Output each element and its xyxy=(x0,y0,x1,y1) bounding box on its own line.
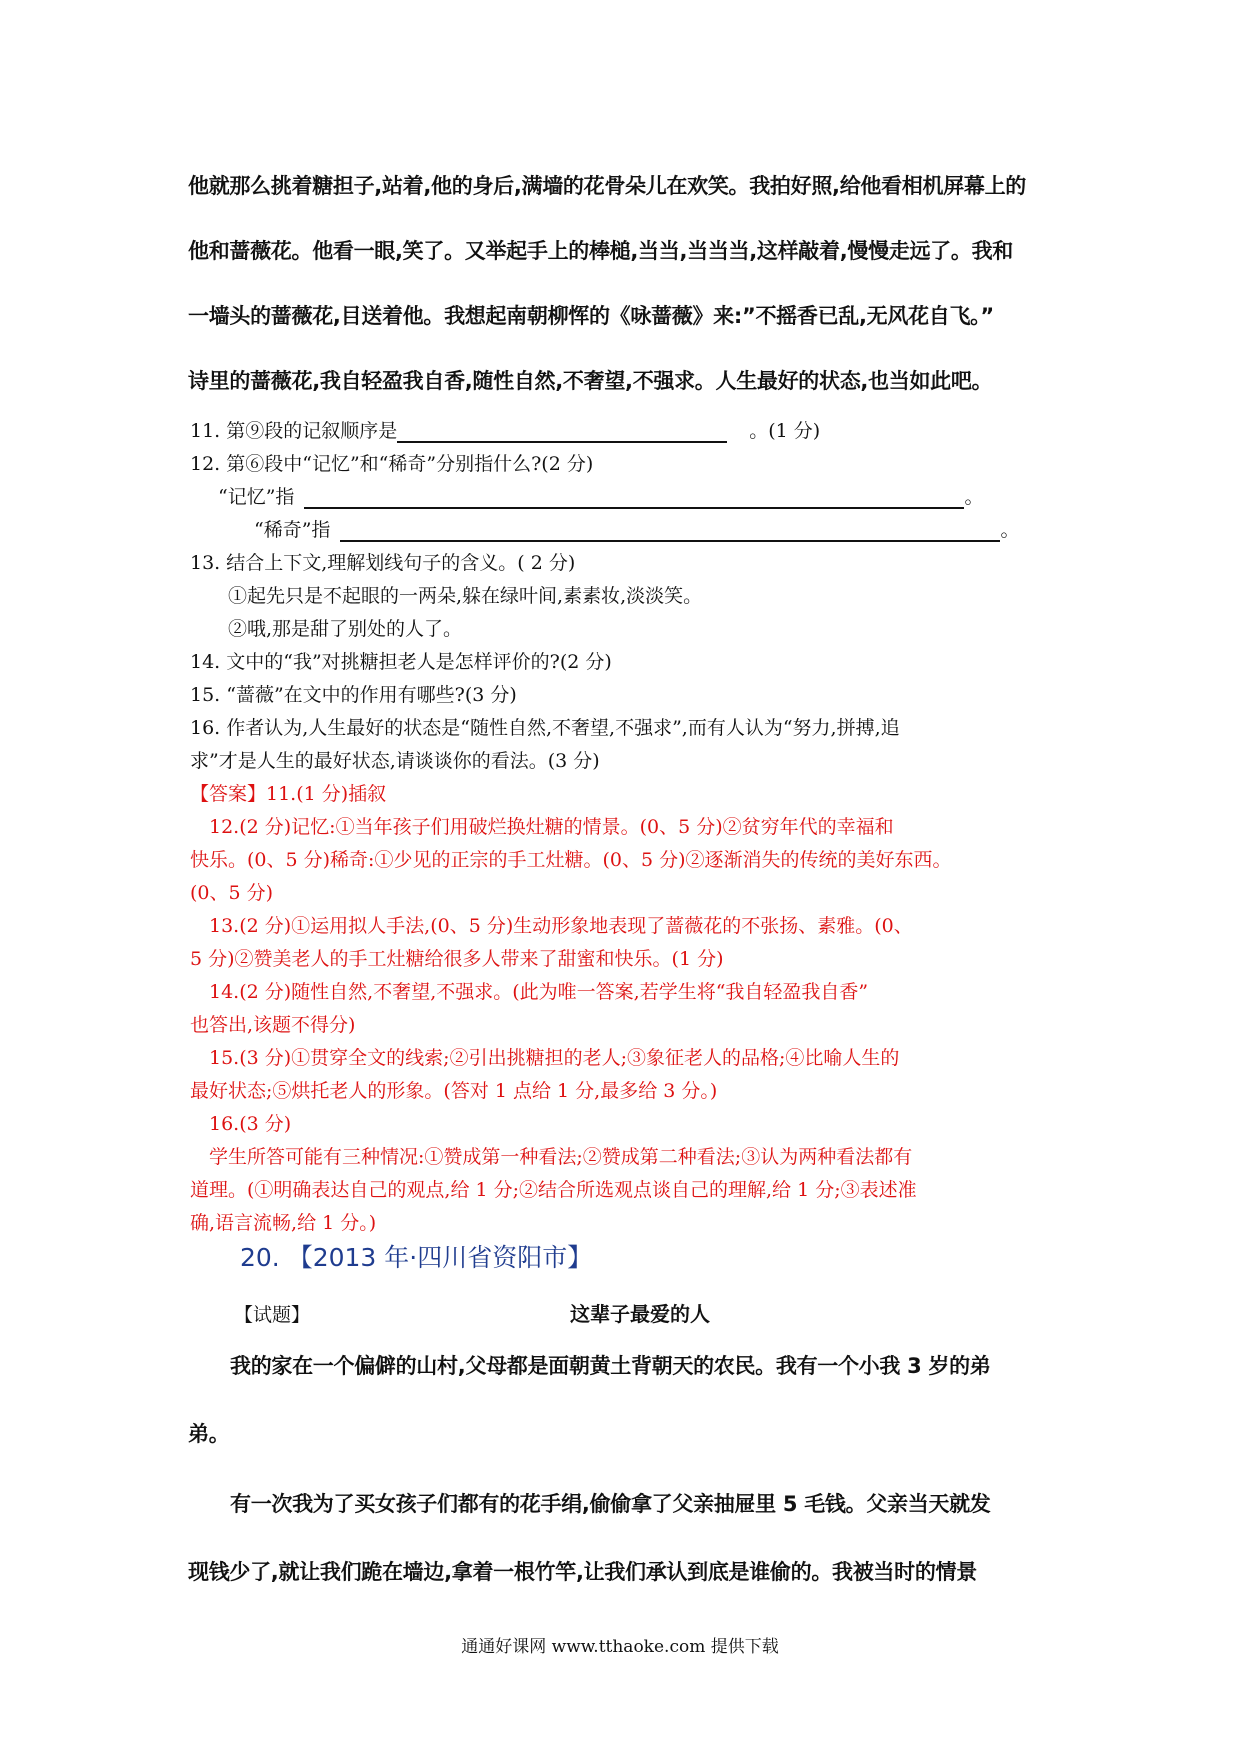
answer-line-9: 15.(3 分)①贯穿全文的线索;②引出挑糖担的老人;③象征老人的品格;④比喻人生的 xyxy=(190,1047,900,1069)
question-11 xyxy=(190,416,820,443)
section-title: 20. 【2013 年·四川省资阳市】 xyxy=(240,1243,593,1272)
story-line-1: 他就那么挑着糖担子,站着,他的身后,满墙的花骨朵儿在欢笑。我拍好照,给他看相机屏幕上的 xyxy=(188,174,1027,198)
period: 。 xyxy=(1000,519,1020,541)
question-14: 14. 文中的“我”对挑糖担老人是怎样评价的?(2 分) xyxy=(190,651,612,673)
question-11-points: 。(1 分) xyxy=(749,420,821,442)
answer-line-6: 5 分)②赞美老人的手工灶糖给很多人带来了甜蜜和快乐。(1 分) xyxy=(190,948,724,970)
answer-blank-11[interactable] xyxy=(397,421,727,443)
answer-blank-12a[interactable] xyxy=(304,487,964,509)
question-13: 13. 结合上下文,理解划线句子的含义。( 2 分) xyxy=(190,552,576,574)
story-line-2: 他和蔷薇花。他看一眼,笑了。又举起手上的棒槌,当当,当当当,这样敲着,慢慢走远了。我和 xyxy=(188,239,1013,263)
period: 。 xyxy=(964,486,984,508)
passage-line-4: 现钱少了,就让我们跪在墙边,拿着一根竹竿,让我们承认到底是谁偷的。我被当时的情景 xyxy=(188,1560,977,1584)
passage-line-2: 弟。 xyxy=(188,1422,230,1446)
question-15: 15. “蔷薇”在文中的作用有哪些?(3 分) xyxy=(190,684,517,706)
question-11-text: 11. 第⑨段的记叙顺序是 xyxy=(190,420,398,442)
answer-line-1: 【答案】11.(1 分)插叙 xyxy=(190,783,387,805)
passage-line-1: 我的家在一个偏僻的山村,父母都是面朝黄土背朝天的农民。我有一个小我 3 岁的弟 xyxy=(230,1354,991,1378)
footer-credit: 通通好课网 www.tthaoke.com 提供下载 xyxy=(461,1637,779,1657)
passage-line-3: 有一次我为了买女孩子们都有的花手绢,偷偷拿了父亲抽屉里 5 毛钱。父亲当天就发 xyxy=(230,1492,991,1516)
answer-line-8: 也答出,该题不得分) xyxy=(190,1014,356,1036)
passage-heading: 这辈子最爱的人 xyxy=(570,1302,710,1326)
rare-label: “稀奇”指 xyxy=(254,519,331,541)
answer-line-4: (0、5 分) xyxy=(190,882,274,904)
answer-line-13: 道理。(①明确表达自己的观点,给 1 分;②结合所选观点谈自己的理解,给 1 分;③表述准 xyxy=(190,1179,917,1201)
question-16-line-2: 求”才是人生的最好状态,请谈谈你的看法。(3 分) xyxy=(190,750,600,772)
answer-line-14: 确,语言流畅,给 1 分。) xyxy=(190,1212,377,1234)
answer-line-10: 最好状态;⑤烘托老人的形象。(答对 1 点给 1 分,最多给 3 分。) xyxy=(190,1080,718,1102)
question-12: 12. 第⑥段中“记忆”和“稀奇”分别指什么?(2 分) xyxy=(190,453,594,475)
answer-blank-12b[interactable] xyxy=(340,520,1000,542)
question-13-sentence-1: ①起先只是不起眼的一两朵,躲在绿叶间,素素妆,淡淡笑。 xyxy=(228,585,703,607)
story-line-3: 一墙头的蔷薇花,目送着他。我想起南朝柳恽的《咏蔷薇》来:”不摇香已乱,无风花自飞。” xyxy=(188,304,994,328)
question-16-line-1: 16. 作者认为,人生最好的状态是“随性自然,不奢望,不强求”,而有人认为“努力,拼搏,追 xyxy=(190,717,900,739)
answer-line-5: 13.(2 分)①运用拟人手法,(0、5 分)生动形象地表现了蔷薇花的不张扬、素雅。(0、 xyxy=(190,915,913,937)
question-13-sentence-2: ②哦,那是甜了别处的人了。 xyxy=(228,618,463,640)
question-12-memory xyxy=(218,482,984,509)
memory-label: “记忆”指 xyxy=(218,486,295,508)
answer-line-7: 14.(2 分)随性自然,不奢望,不强求。(此为唯一答案,若学生将“我自轻盈我自香” xyxy=(190,981,869,1003)
answer-line-3: 快乐。(0、5 分)稀奇:①少见的正宗的手工灶糖。(0、5 分)②逐渐消失的传统的美好东西。 xyxy=(190,849,952,871)
section-label: 【试题】 xyxy=(234,1304,311,1326)
answer-line-11: 16.(3 分) xyxy=(190,1113,292,1135)
answer-line-12: 学生所答可能有三种情况:①赞成第一种看法;②赞成第二种看法;③认为两种看法都有 xyxy=(190,1146,913,1168)
story-line-4: 诗里的蔷薇花,我自轻盈我自香,随性自然,不奢望,不强求。人生最好的状态,也当如此吧。 xyxy=(188,369,993,393)
question-12-rare xyxy=(254,515,1020,542)
answer-line-2: 12.(2 分)记忆:①当年孩子们用破烂换灶糖的情景。(0、5 分)②贫穷年代的幸福和 xyxy=(190,816,894,838)
